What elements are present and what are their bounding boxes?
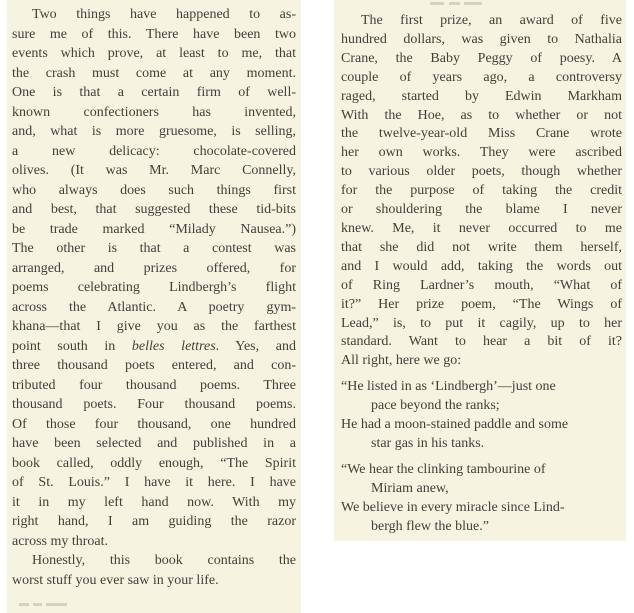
text-line: khana—that I give you as the farthest <box>12 319 296 334</box>
text-line: Crane, the Baby Peggy of poesy. A <box>341 50 622 66</box>
text-line: knew. Me, it never occurred to me <box>341 220 622 236</box>
text-line: or shouldering the blame I never <box>341 202 622 218</box>
text-line: pace beyond the ranks; <box>371 398 500 414</box>
text-line: worst stuff you ever saw in your life. <box>12 572 219 588</box>
text-line: raged, started by Edwin Markham <box>341 88 622 104</box>
text-line: Two things have happened to as- <box>32 7 296 22</box>
text-line: The first prize, an award of five <box>361 13 622 28</box>
text-line: three thousand poets entered, and con- <box>12 358 296 373</box>
text-line: and I would add, taking the words out <box>341 258 622 274</box>
verse-stanza <box>341 461 622 537</box>
text-line: who always does such things first <box>12 182 296 198</box>
verse-stanza <box>341 378 622 454</box>
text-line: events which prove, at least to me, that <box>12 46 296 61</box>
cut-off-text-fragment-bottom <box>19 603 67 606</box>
text-line: couple of years ago, a controversy <box>341 69 622 85</box>
text-line: One is that a certain firm of well- <box>12 85 296 100</box>
text-line: her own works. They were ascribed <box>341 145 622 161</box>
text-line: it in my left hand now. With my <box>12 494 296 510</box>
left-column-text <box>7 0 301 590</box>
text-line: it?” Her prize poem, “The Wings of <box>341 296 622 312</box>
text-segment: point south in <box>12 338 132 354</box>
text-line: across the Atlantic. A poetry gym- <box>12 299 296 315</box>
text-line: “We hear the clinking tambourine of <box>341 461 546 477</box>
text-line: With the Hoe, as to whether or not <box>341 107 622 123</box>
text-line: “He listed in as ‘Lindbergh’—just one <box>341 379 556 395</box>
text-line: known confectioners has invented, <box>12 104 296 120</box>
text-line: poems celebrating Lindbergh’s flight <box>12 280 296 295</box>
text-line: a new delicacy: chocolate-covered <box>12 143 296 159</box>
italic-text: belles lettres <box>131 338 216 354</box>
text-line: Of those four thousand, one hundred <box>12 416 296 432</box>
text-line: We believe in every miracle since Lind- <box>341 499 565 515</box>
right-column-text <box>334 0 626 536</box>
right-column <box>334 0 626 541</box>
text-line: Lead,” is, to put it cagily, up to her <box>341 315 622 331</box>
text-line: Honestly, this book contains the <box>32 553 296 568</box>
text-line: He had a moon-stained paddle and some <box>341 417 569 433</box>
text-segment: . Yes, and <box>215 338 296 354</box>
text-line: of Ring Lardner’s mouth, “What of <box>341 277 622 293</box>
text-line: have been selected and published in a <box>12 436 296 451</box>
paragraph <box>12 5 296 551</box>
text-line: star gas in his tanks. <box>371 435 485 451</box>
text-line: of St. Louis.” I have it here. I have <box>12 475 296 490</box>
text-line: tributed four thousand poems. Three <box>12 377 296 393</box>
text-line: be trade marked “Milady Nausea.”) <box>12 221 296 237</box>
text-line: that she did not write them herself, <box>341 239 622 255</box>
text-line: standard. Want to hear a bit of it? <box>341 334 622 350</box>
text-line: the twelve-year-old Miss Crane wrote <box>341 126 622 142</box>
left-column <box>7 0 301 613</box>
text-line: Miriam anew, <box>371 480 449 496</box>
text-line: right hand, I am guiding the razor <box>12 514 296 529</box>
text-line: The other is that a contest was <box>12 241 296 256</box>
cut-off-text-fragment-top <box>430 2 482 5</box>
text-line: hundred dollars, was given to Nathalia <box>341 31 622 47</box>
text-line: the crash must come at any moment. <box>12 65 296 81</box>
text-line: thousand poets. Four thousand poems. <box>12 397 296 412</box>
text-line: for the purpose of taking the credit <box>341 183 622 199</box>
text-line: olives. (It was Mr. Marc Connelly, <box>12 163 296 178</box>
text-line: to various older poets, though whether <box>341 164 622 180</box>
text-line: arranged, and prizes offered, for <box>12 260 296 276</box>
paragraph <box>12 551 296 590</box>
text-line: bergh flew the blue.” <box>371 518 489 534</box>
text-line: All right, here we go: <box>341 353 462 369</box>
text-line: and best, that suggested these tid-bits <box>12 202 296 217</box>
text-line: across my throat. <box>12 533 109 549</box>
text-line: and, what is more gruesome, is selling, <box>12 124 296 139</box>
text-line: sure me of this. There have been two <box>12 26 296 42</box>
text-line: book called, oddly enough, “The Spirit <box>12 455 296 471</box>
paragraph <box>341 12 622 371</box>
text-line <box>12 337 296 357</box>
